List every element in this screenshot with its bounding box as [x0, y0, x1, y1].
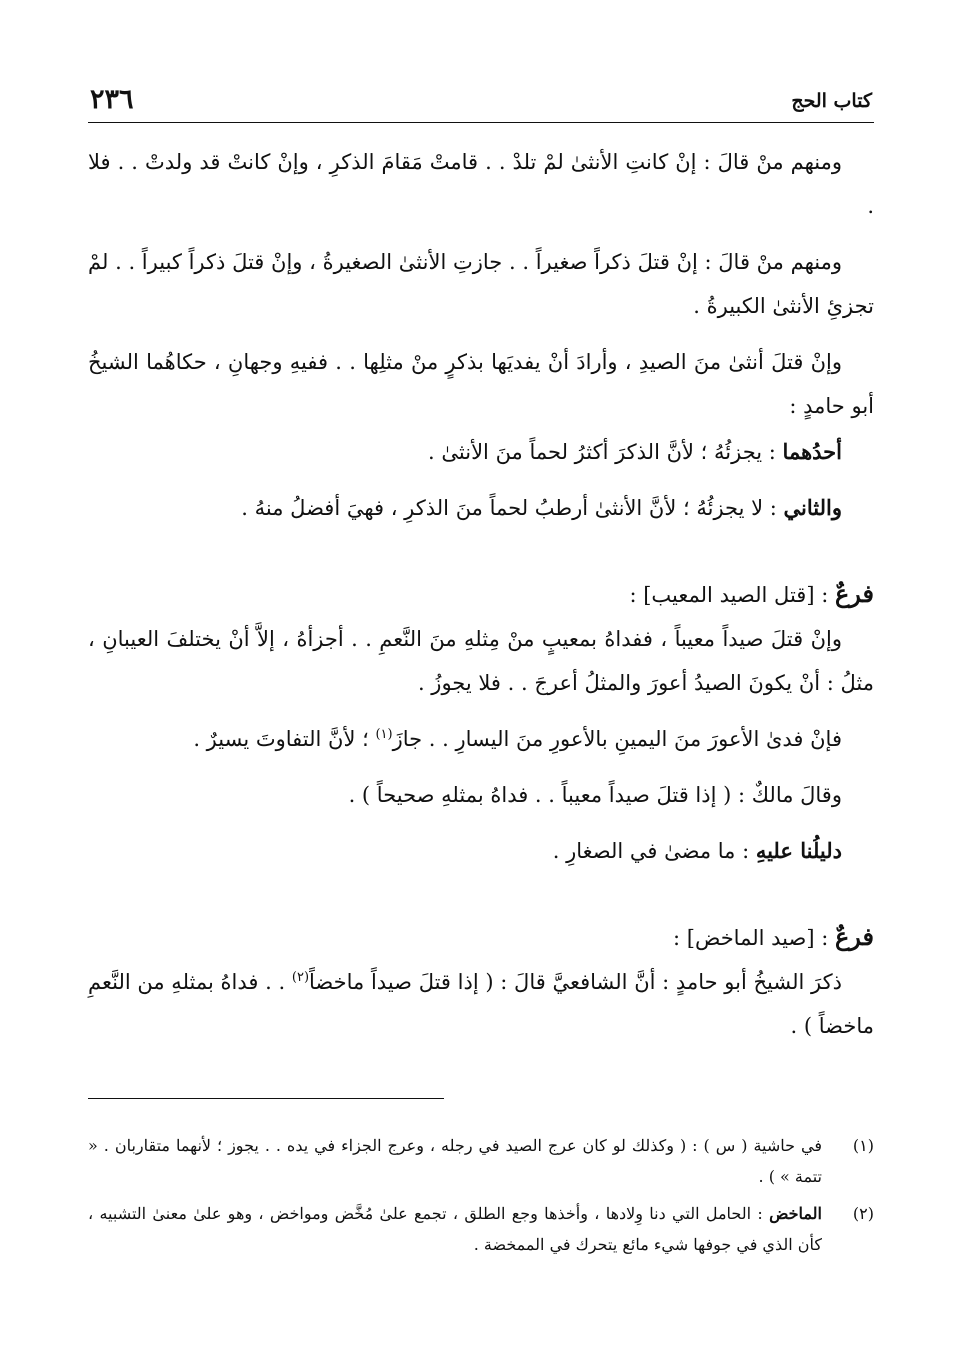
footnotes [88, 1130, 874, 1266]
paragraph [88, 717, 874, 761]
section-title: : [قتل الصيد المعيب] : [629, 583, 835, 607]
book-page [88, 0, 874, 1365]
footnote-number: (١) [852, 1136, 874, 1155]
running-title: كتاب الحج [791, 90, 872, 112]
footnote-number: (٢) [852, 1204, 874, 1223]
section-heading [88, 572, 874, 617]
footnote [88, 1130, 874, 1192]
section-marker: فرعٌ [834, 579, 874, 608]
paragraph-text: : ما مضىٰ في الصغارِ . [552, 839, 756, 863]
main-text [88, 140, 874, 1048]
paragraph-text: . . فداهُ بمثلهِ من النَّعمِ ماخضاً ) . [88, 970, 874, 1038]
option-text: : لا يجزئُهُ ؛ لأنَّ الأنثىٰ أرطبُ لحماً منَ الذكرِ ، فهيَ أفضلُ منهُ . [241, 496, 784, 520]
page-header [88, 86, 874, 120]
header-rule [88, 122, 874, 123]
option-second [88, 486, 842, 530]
option-lead: أحدُهما [782, 439, 842, 464]
page-number: ٢٣٦ [90, 84, 134, 115]
footnote-text: : الحامل التي دنا وِلادها ، وأخذها وجع الطلق ، تجمع علىٰ مُخَّض ومواخض ، وهو علىٰ معنىٰ التشبيه ، كأن الذي في جوفها شيء مائع يتحرك في الممخضة . [88, 1204, 822, 1254]
paragraph [88, 960, 874, 1048]
footnote-ref: (١) [375, 727, 393, 742]
footnote-rule [88, 1098, 444, 1099]
section-heading [88, 915, 874, 960]
option-lead: والثاني [783, 495, 842, 520]
paragraph: وإنْ قتلَ صيداً معيباً ، ففداهُ بمعيبٍ منْ مِثلهِ منَ النَّعمِ . . أجزأهُ ، إلاَّ أنْ يختلفَ العيبانِ ، مثلُ : أنْ يكونَ الصيدُ أعورَ والمثلُ أعرجَ . . فلا يجوزُ . [88, 627, 874, 695]
paragraph: وإنْ قتلَ أنثىٰ منَ الصيدِ ، وأرادَ أنْ يفديَها بذكرٍ منْ مثلِها . . ففيهِ وجهانِ ، حكاهُما الشيخُ أبو حامدٍ : [88, 350, 874, 418]
footnote-lead: الماخض [769, 1204, 822, 1223]
paragraph-text: ذكرَ الشيخُ أبو حامدٍ : أنَّ الشافعيَّ قالَ : ( إذا قتلَ صيداً ماخضاً [309, 970, 842, 994]
footnote-text: في حاشية ( س ) : ( وكذلك لو كان عرج الصيد في رجله ، وعرج الجزاء في يده . . يجوز ؛ لأنهما متقاربان . « تتمة » ) . [88, 1136, 822, 1186]
footnote-ref: (٢) [291, 970, 310, 985]
section-marker: فرعٌ [834, 922, 874, 951]
paragraph-text: ؛ لأنَّ التفاوتَ يسيرٌ . [193, 727, 376, 751]
paragraph: ومنهم منْ قالَ : إنْ كانتِ الأنثىٰ لمْ تلدْ . . قامتْ مَقامَ الذكرِ ، وإنْ كانتْ قد ولدتْ . . فلا . [88, 150, 874, 218]
paragraph [88, 829, 874, 873]
section-title: : [صيد الماخض] : [673, 926, 835, 950]
argument-lead: دليلُنا عليهِ [755, 838, 842, 863]
option-text: : يجزئُهُ ؛ لأنَّ الذكرَ أكثرُ لحماً منَ الأنثىٰ . [428, 440, 783, 464]
footnote [88, 1198, 874, 1260]
paragraph-text: فإنْ فدىٰ الأعورَ منَ اليمينِ بالأعورِ منَ اليسارِ . . جازَ [392, 727, 842, 751]
paragraph: ومنهم منْ قالَ : إنْ قتلَ ذكراً صغيراً . . جازتِ الأنثىٰ الصغيرةُ ، وإنْ قتلَ ذكراً كبيراً . . لمْ تجزئِ الأنثىٰ الكبيرةُ . [88, 250, 874, 318]
paragraph: وقالَ مالكٌ : ( إذا قتلَ صيداً معيباً . . فداهُ بمثلهِ صحيحاً ) . [348, 783, 842, 807]
option-first [88, 430, 842, 474]
